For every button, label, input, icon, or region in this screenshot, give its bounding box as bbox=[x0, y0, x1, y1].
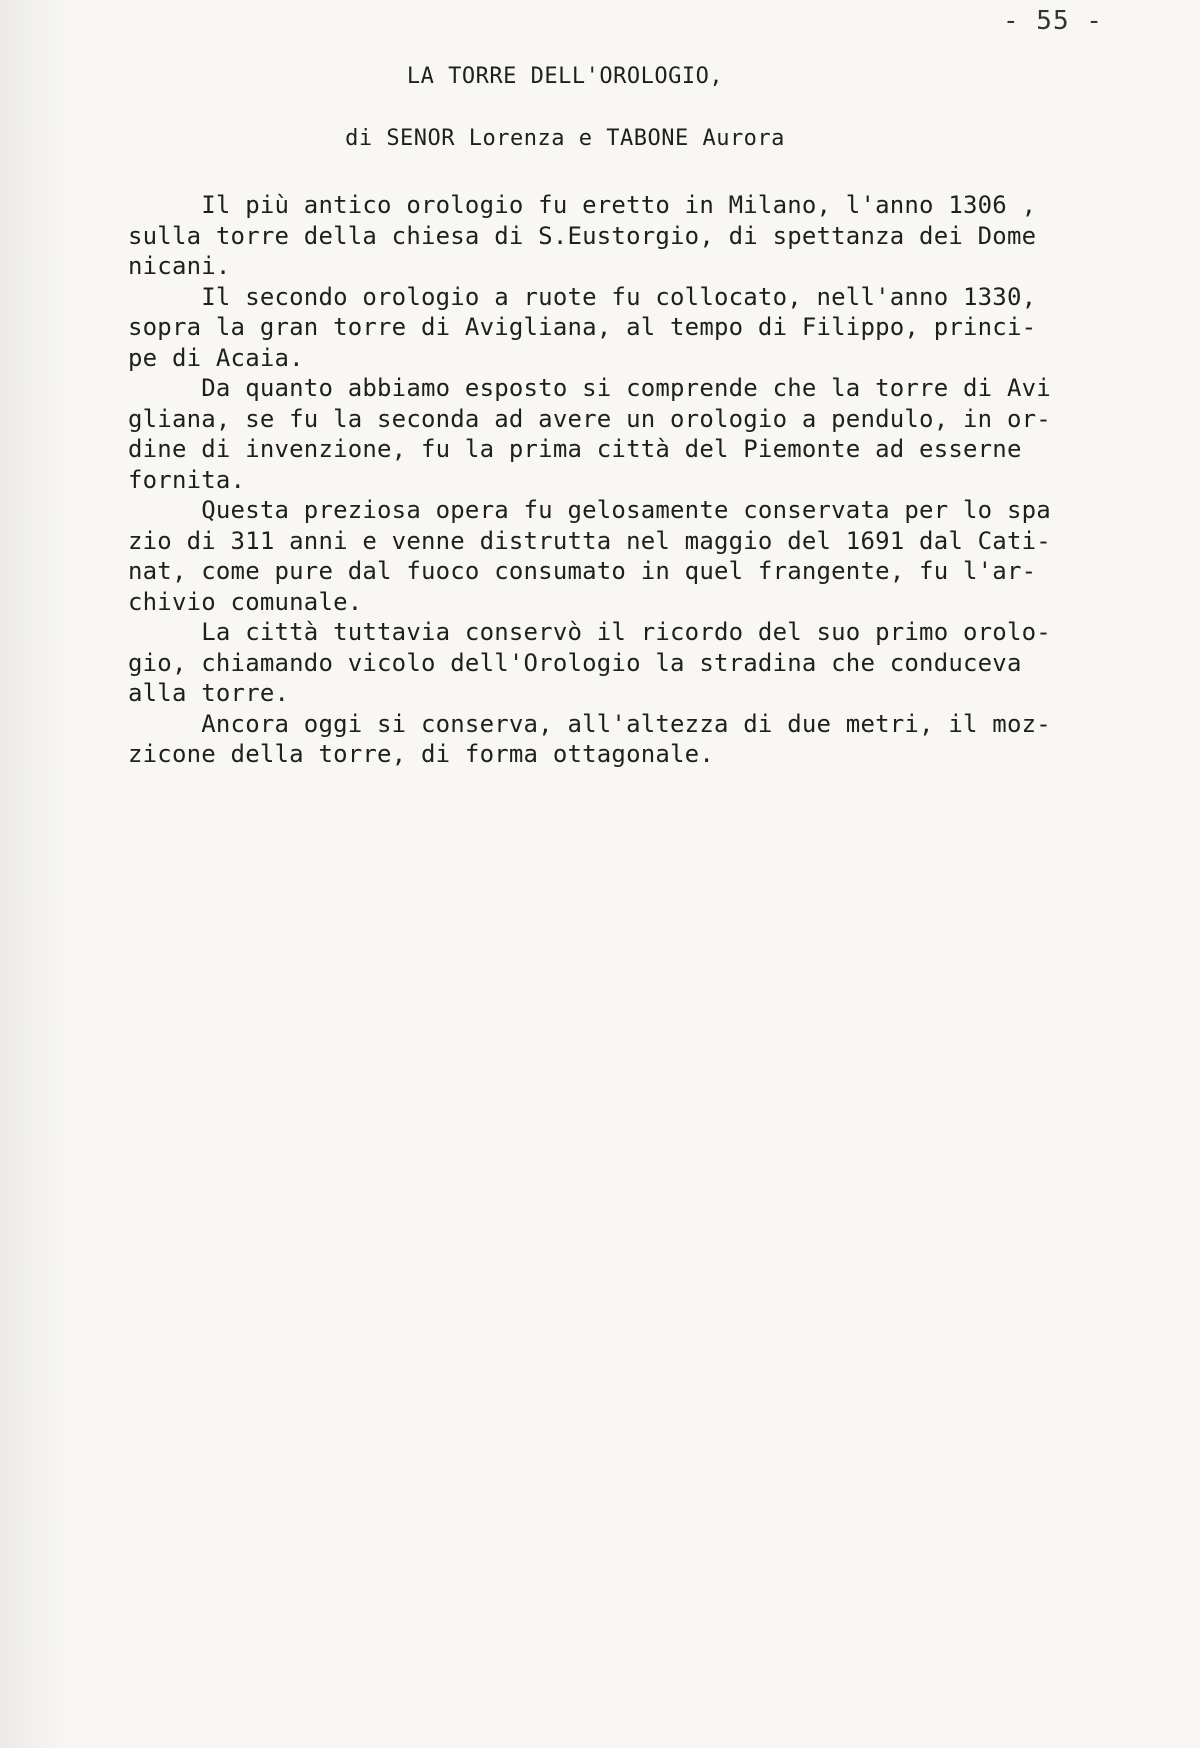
text-line: sopra la gran torre di Avigliana, al tempo di Filippo, princi- bbox=[128, 313, 1037, 341]
text-line: chivio comunale. bbox=[128, 587, 363, 616]
text-line: Il secondo orologio a ruote fu collocato, nell'anno 1330, bbox=[128, 282, 1037, 311]
page-edge-shadow bbox=[0, 0, 70, 1748]
text-line: Ancora oggi si conserva, all'altezza di due metri, il moz- bbox=[128, 709, 1051, 738]
text-line: alla torre. bbox=[128, 679, 290, 707]
document-authors: di SENOR Lorenza e TABONE Aurora bbox=[345, 126, 785, 151]
text-line: pe di Acaia. bbox=[128, 343, 304, 372]
text-line: sulla torre della chiesa di S.Eustorgio, di spettanza dei Dome bbox=[128, 221, 1037, 250]
text-line: zio di 311 anni e venne distrutta nel maggio del 1691 dal Cati- bbox=[128, 526, 1051, 555]
text-line: gio, chiamando vicolo dell'Orologio la stradina che conduceva bbox=[128, 648, 1022, 677]
text-line: nicani. bbox=[128, 252, 231, 280]
text-line: dine di invenzione, fu la prima città del Piemonte ad esserne bbox=[128, 435, 1022, 463]
text-line: nat, come pure dal fuoco consumato in quel frangente, fu l'ar- bbox=[128, 557, 1037, 585]
page-number: - 55 - bbox=[1003, 6, 1103, 36]
text-line: Questa preziosa opera fu gelosamente conservata per lo spa bbox=[128, 496, 1051, 524]
text-line: La città tuttavia conservò il ricordo del suo primo orolo- bbox=[128, 618, 1051, 646]
text-line: gliana, se fu la seconda ad avere un orologio a pendulo, in or- bbox=[128, 404, 1051, 433]
text-line: Da quanto abbiamo esposto si comprende che la torre di Avi bbox=[128, 374, 1051, 402]
document-title: LA TORRE DELL'OROLOGIO, bbox=[406, 64, 724, 89]
text-line: zicone della torre, di forma ottagonale. bbox=[128, 740, 714, 768]
text-line: Il più antico orologio fu eretto in Milano, l'anno 1306 , bbox=[128, 191, 1037, 219]
text-line: fornita. bbox=[128, 465, 246, 494]
body-text bbox=[128, 190, 1118, 770]
